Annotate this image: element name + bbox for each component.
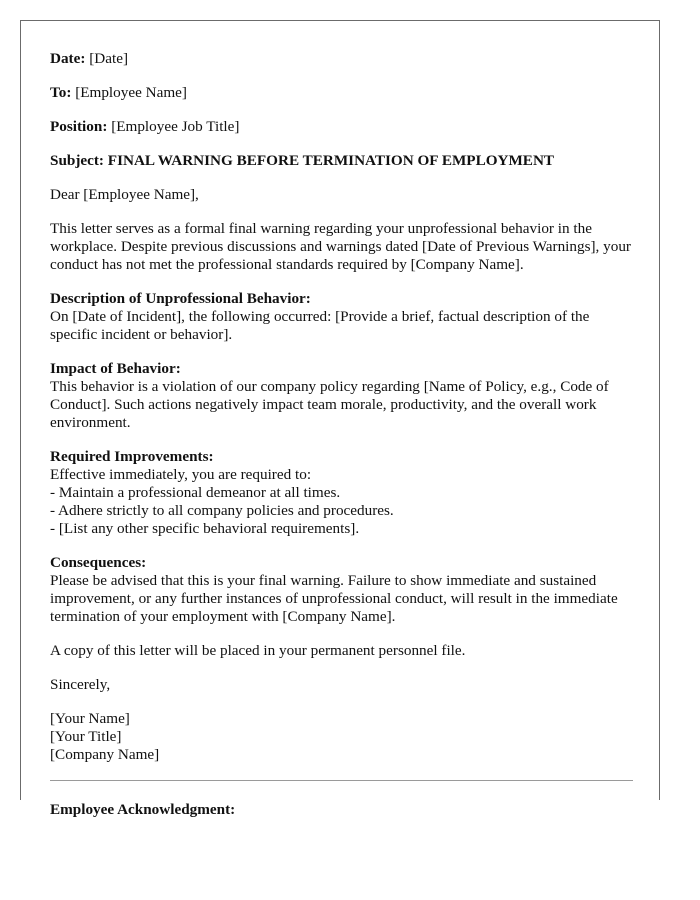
impact-section xyxy=(50,360,633,432)
improvements-section xyxy=(50,448,633,538)
section-divider xyxy=(50,780,633,781)
description-section xyxy=(50,290,633,344)
consequences-section xyxy=(50,554,633,626)
signature-company: [Company Name] xyxy=(50,746,160,763)
improvements-intro: Effective immediately, you are required to: xyxy=(50,466,312,483)
consequences-body: Please be advised that this is your final warning. Failure to show immediate and sustained improvement, or any further instances of unprofessional conduct, will result in the immediate termination of your employment with [Company Name]. xyxy=(50,572,618,625)
date-label: Date: xyxy=(50,50,86,67)
description-heading: Description of Unprofessional Behavior: xyxy=(50,290,311,307)
impact-body: This behavior is a violation of our company policy regarding [Name of Policy, e.g., Code of Conduct]. Such actions negatively impact team morale, productivity, and the overall work environment. xyxy=(50,378,609,431)
position-label: Position: xyxy=(50,118,108,135)
subject-line xyxy=(50,152,633,170)
improvement-item: - [List any other specific behavioral requirements]. xyxy=(50,520,360,537)
intro-paragraph: This letter serves as a formal final warning regarding your unprofessional behavior in the workplace. Despite previous discussions and warnings dated [Date of Previous Warnings], your conduct has not met the professional standards required by [Company Name]. xyxy=(50,220,631,273)
subject-label: Subject: xyxy=(50,152,104,169)
position-value: [Employee Job Title] xyxy=(111,118,240,135)
impact-heading: Impact of Behavior: xyxy=(50,360,181,377)
subject-value: FINAL WARNING BEFORE TERMINATION OF EMPLOYMENT xyxy=(107,152,555,169)
signature-block xyxy=(50,710,633,764)
copy-note: A copy of this letter will be placed in your permanent personnel file. xyxy=(50,642,466,659)
letter-page xyxy=(20,20,660,818)
consequences-heading: Consequences: xyxy=(50,554,147,571)
to-line xyxy=(50,84,633,102)
description-body: On [Date of Incident], the following occurred: [Provide a brief, factual description of the specific incident or behavior]. xyxy=(50,308,590,343)
to-value: [Employee Name] xyxy=(75,84,187,101)
closing: Sincerely, xyxy=(50,676,111,693)
improvement-item: - Maintain a professional demeanor at all times. xyxy=(50,484,341,501)
acknowledgment-heading: Employee Acknowledgment: xyxy=(50,801,236,818)
letter-content xyxy=(50,50,633,819)
date-line xyxy=(50,50,633,68)
signature-name: [Your Name] xyxy=(50,710,130,727)
improvements-heading: Required Improvements: xyxy=(50,448,214,465)
date-value: [Date] xyxy=(89,50,129,67)
improvement-item: - Adhere strictly to all company policies and procedures. xyxy=(50,502,394,519)
signature-title: [Your Title] xyxy=(50,728,122,745)
salutation: Dear [Employee Name], xyxy=(50,186,199,203)
to-label: To: xyxy=(50,84,72,101)
position-line xyxy=(50,118,633,136)
